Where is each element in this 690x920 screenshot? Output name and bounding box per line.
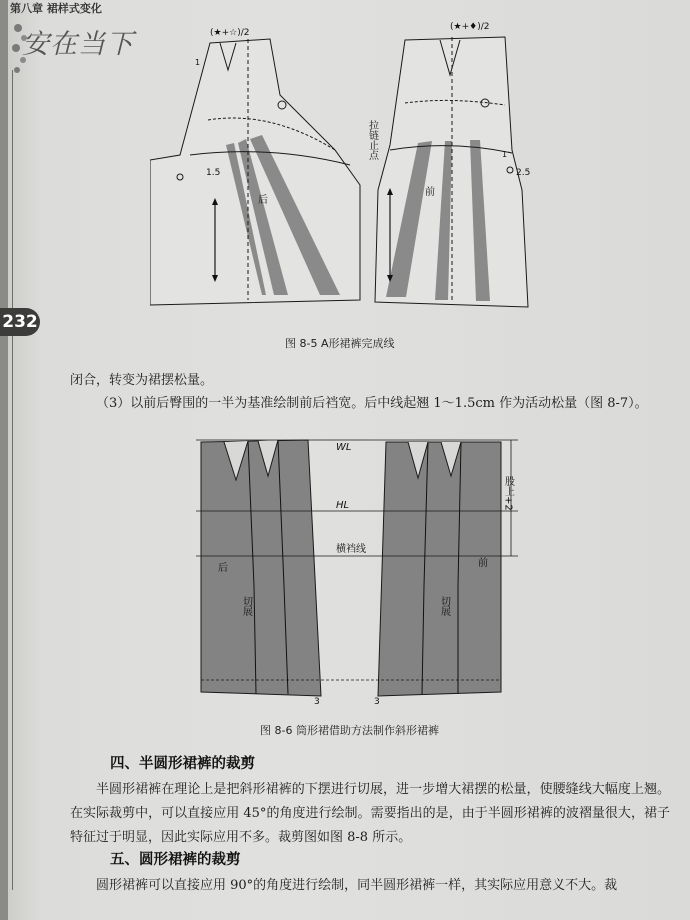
front-ext-label: 2.5 bbox=[516, 168, 530, 178]
back-ext-label: 1.5 bbox=[206, 168, 221, 178]
back-waist-formula: (★+☆)/2 bbox=[210, 28, 250, 38]
section-5-heading: 五、圆形裙裤的裁剪 bbox=[110, 852, 241, 868]
cut-label-back: 切展 bbox=[240, 596, 252, 616]
watermark-logo: 安在当下 bbox=[22, 29, 134, 60]
paragraph-closure: 闭合，转变为裙摆松量。 bbox=[70, 373, 214, 388]
section-4-body: 半圆形裙裤在理论上是把斜形裙裤的下摆进行切展，进一步增大裙摆的松量，使腰缝线大幅度上翘。在实际裁剪中，可以直接应用 45°的角度进行绘制。需要指出的是，由于半圆形裙裤的波褶量很大，裙子特征过于明显，因此实际应用不多。裁剪图如图 8-8 所示。 bbox=[70, 782, 670, 845]
figure-8-6-caption: 图 8-6 筒形裙借助方法制作斜形裙裤 bbox=[260, 724, 439, 737]
cut-label-front: 切展 bbox=[438, 596, 450, 616]
section-4-heading: 四、半圆形裙裤的裁剪 bbox=[110, 756, 255, 772]
paragraph-step-3: （3）以前后臀围的一半为基准绘制前后裆宽。后中线起翘 1～1.5cm 作为活动松量（图 8-7）。 bbox=[96, 396, 648, 411]
hl-label: HL bbox=[336, 500, 350, 511]
page-number: 232 bbox=[0, 308, 40, 336]
zipper-stop-label: 拉链止点 bbox=[366, 120, 378, 160]
mark-one-back: 1 bbox=[195, 58, 201, 67]
chapter-header: 第八章 裙样式变化 bbox=[10, 2, 102, 15]
figure-8-5-diagram bbox=[150, 15, 530, 315]
front-label: 前 bbox=[478, 558, 488, 569]
mark-one-front: 1 bbox=[502, 150, 508, 159]
hem-mark-back: 3 bbox=[314, 697, 320, 707]
front-pattern bbox=[375, 37, 528, 307]
front-piece-label: 前 bbox=[425, 187, 435, 198]
page-edge bbox=[0, 0, 8, 920]
front-waist-formula: (★+♦)/2 bbox=[450, 22, 490, 32]
hem-mark-front: 3 bbox=[374, 697, 380, 707]
crotch-depth-label: 股上+2 bbox=[502, 476, 514, 511]
front-panel bbox=[378, 442, 501, 696]
figure-8-5-caption: 图 8-5 A形裙裤完成线 bbox=[285, 337, 395, 350]
back-piece-label: 后 bbox=[258, 195, 268, 206]
section-5-body: 圆形裙裤可以直接应用 90°的角度进行绘制，同半圆形裙裤一样，其实际应用意义不大。裁 bbox=[96, 878, 618, 893]
back-pattern bbox=[150, 39, 360, 305]
figure-8-6-diagram bbox=[196, 436, 526, 711]
margin-rule bbox=[12, 70, 13, 890]
back-label: 后 bbox=[218, 563, 228, 574]
crotch-line-label: 横裆线 bbox=[336, 544, 366, 555]
wl-label: WL bbox=[336, 442, 352, 453]
